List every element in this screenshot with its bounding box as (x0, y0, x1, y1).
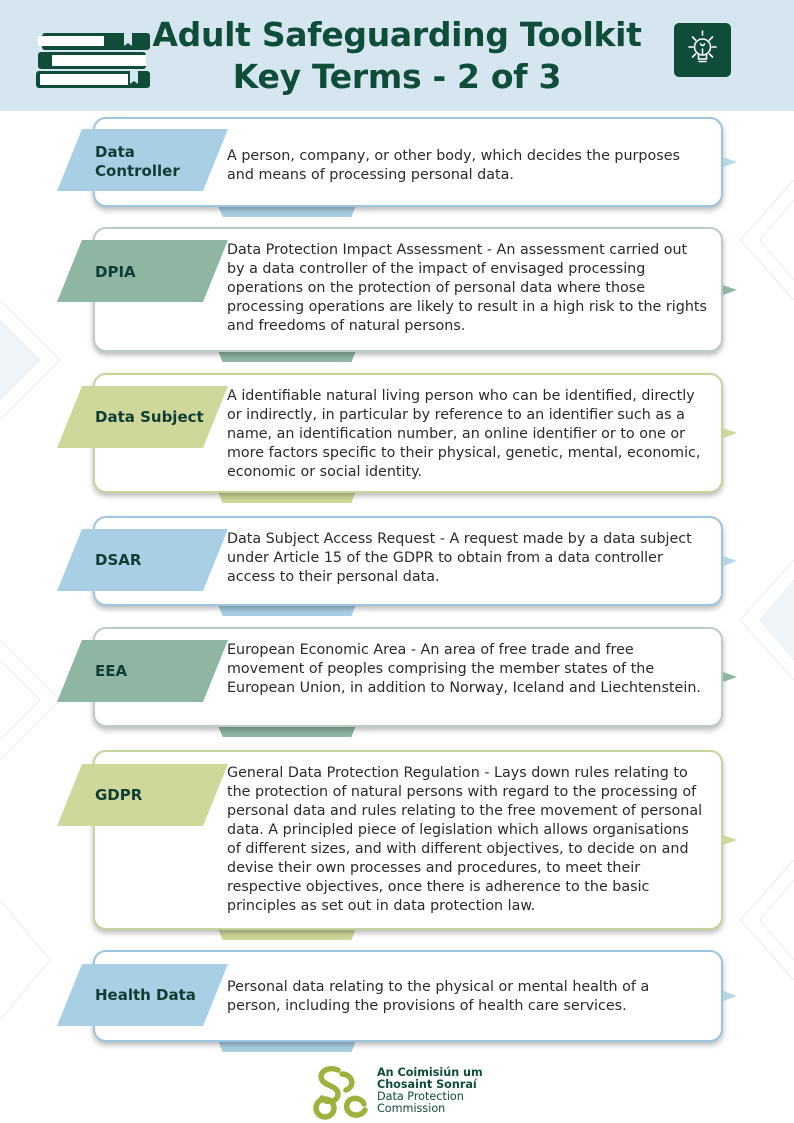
dpc-logo-mark (312, 1064, 372, 1120)
title-line-1: Adult Safeguarding Toolkit (152, 15, 642, 54)
term-label: Data Subject (95, 407, 204, 426)
term-label: DSAR (95, 550, 142, 569)
card-arrow (723, 991, 737, 1001)
term-definition: Data Subject Access Request - A request made by a data subject under Article 15 of the GDPR to obtain from a data controller access to their personal data. (227, 531, 692, 585)
card-arrow (723, 672, 737, 682)
term-card (57, 516, 723, 606)
card-arrow (723, 835, 737, 845)
term-card (57, 227, 723, 352)
term-definition: General Data Protection Regulation - Lays down rules relating to the protection of natural persons with regard to the processing of personal data and rules relating to the free movement of personal data. A principled piece of legislation which allows organisations of different sizes, and with different objectives, to decide on and devise their own processes and procedures, to meet their respective objectives, once there is adherence to the basic principles as set out in data protection law. (227, 765, 703, 914)
lightbulb-icon (674, 23, 731, 77)
logo-irish-line-2: Chosaint Sonraí (377, 1078, 477, 1091)
dpc-logo (312, 1064, 492, 1120)
term-card (57, 117, 723, 207)
header-banner (0, 0, 794, 111)
card-arrow (723, 428, 737, 438)
term-label: Health Data (95, 985, 196, 1004)
term-card (57, 950, 723, 1042)
term-label: Data Controller (95, 143, 180, 180)
card-arrow (723, 285, 737, 295)
logo-irish-line-1: An Coimisiún um (377, 1066, 483, 1079)
term-card (57, 627, 723, 727)
card-arrow (723, 556, 737, 566)
dpc-logo-text (377, 1067, 497, 1115)
page-title (100, 14, 694, 98)
card-arrow (723, 157, 737, 167)
term-label: GDPR (95, 785, 143, 804)
term-definition: A identifiable natural living person who can be identified, directly or indirectly, in particular by reference to an identifier such as a name, an identification number, an online identifier or to one or more factors specific to their physical, genetic, mental, economic, economic or social identity. (227, 388, 701, 480)
term-definition: Data Protection Impact Assessment - An assessment carried out by a data controller of the impact of envisaged processing operations on the protection of personal data where those processing operations are likely to result in a high risk to the rights and freedoms of natural persons. (227, 242, 707, 334)
term-definition: European Economic Area - An area of free trade and free movement of peoples comprising the member states of the European Union, in addition to Norway, Iceland and Liechtenstein. (227, 642, 701, 696)
logo-english-line-2: Commission (377, 1102, 446, 1115)
term-label: DPIA (95, 262, 136, 281)
term-definition: A person, company, or other body, which decides the purposes and means of processing personal data. (227, 148, 680, 183)
term-label: EEA (95, 661, 128, 680)
logo-english-line-1: Data Protection (377, 1090, 464, 1103)
title-line-2: Key Terms - 2 of 3 (232, 57, 562, 96)
term-definition: Personal data relating to the physical or mental health of a person, including the provisions of health care services. (227, 979, 650, 1014)
term-card (57, 750, 723, 930)
term-card (57, 373, 723, 493)
